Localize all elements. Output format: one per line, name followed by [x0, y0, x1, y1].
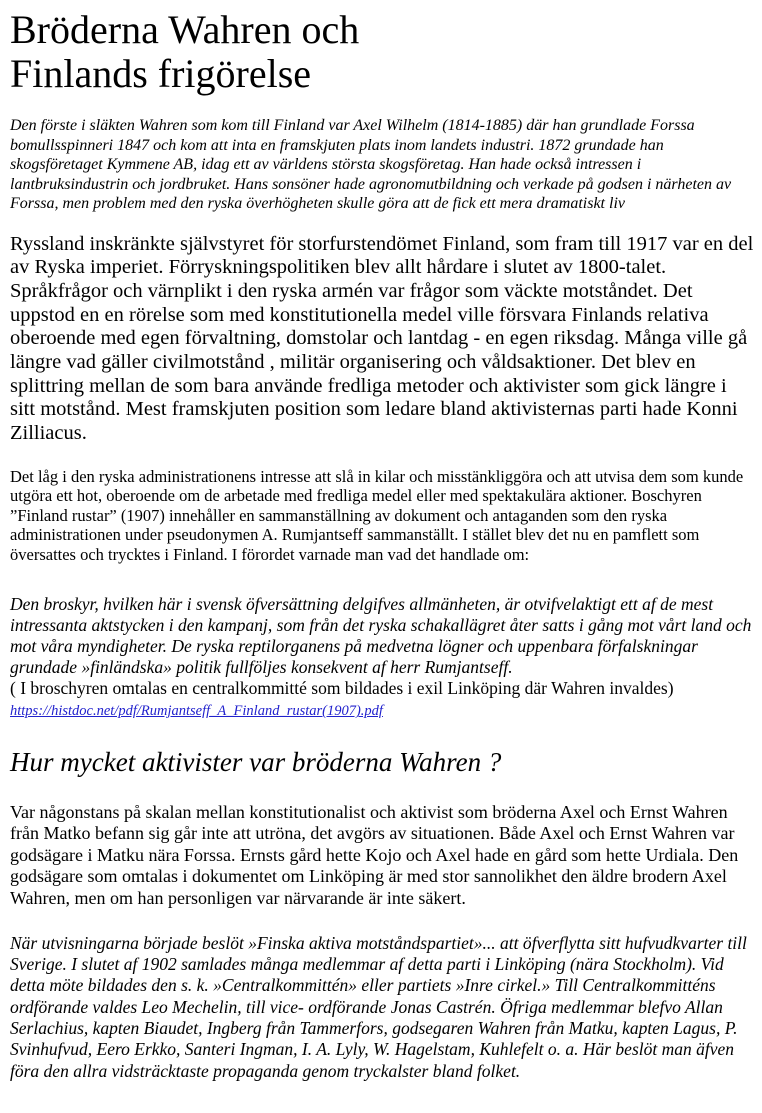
pamphlet-quote: Den broskyr, hvilken här i svensk öfversättning delgifves allmänheten, är otvifvelaktigt ett af de mest intressanta aktstycken i den kampanj, som från det ryska schakallägret åter satts i gång mot vårt land och mot våra myndigheter. De ryska reptilorganens på medvetna lögner och uppenbara förfalskningar grundade »finländska» politik fullföljes konsekvent af herr Rumjantseff.: [10, 594, 752, 678]
page-title-line2: Finlands frigörelse: [10, 51, 312, 96]
quote-note: ( I broschyren omtalas en centralkommitté som bildades i exil Linköping där Wahren invaldes): [10, 678, 674, 699]
intro-paragraph: Den förste i släkten Wahren som kom till Finland var Axel Wilhelm (1814-1885) där han grundlade Forssa bomullsspinneri 1847 och kom att inta en framskjuten plats inom landets industri. 1872 grundade han skogsföretaget Kymmene AB, idag ett av världens största skogsföretag. Han hade också intressen i lantbruksindustrin och jordbruket. Hans sonsöner hade agronomutbildning och verkade på godsen i närheten av Forssa, men problem med den ryska överhögheten skulle göra att de fick ett mera dramatiskt liv: [10, 117, 732, 213]
section-heading: Hur mycket aktivister var bröderna Wahren ?: [10, 747, 502, 778]
pdf-link[interactable]: https://histdoc.net/pdf/Rumjantseff_A_Finland_rustar(1907).pdf: [10, 703, 383, 720]
wahren-brothers-paragraph: Var någonstans på skalan mellan konstitutionalist och aktivist som bröderna Axel och Ernst Wahren från Matko befann sig går inte att utröna, det avgörs av situationen. Både Axel och Ernst Wahren var godsägare i Matku nära Forssa. Ernsts gård hette Kojo och Axel hade en gård som hette Urdiala. Den godsägare som omtalas i dokumentet om Linköping är med stor sannolikhet den äldre brodern Axel Wahren, men om han personligen var närvarande är inte säkert.: [10, 801, 739, 908]
activist-party-paragraph: När utvisningarna började beslöt »Finska aktiva motståndspartiet»... att öfverflytta sitt hufvudkvarter till Sverige. I slutet af 1902 samlades många medlemmar af detta parti i Linköping (nära Stockholm). Vid detta möte bildades den s. k. »Centralkommittén» eller partiets »Inre cirkel.» Till Centralkommitténs ordförande valdes Leo Mechelin, till vice- ordförande Jonas Castrén. Öfriga medlemmar blefvo Allan Serlachius, kapten Biaudet, Ingberg från Tammerfors, godsegaren Wahren från Matku, kapten Lagus, P. Svinhufvud, Eero Erkko, Santeri Ingman, I. A. Lyly, W. Hagelstam, Kuhlefelt o. a. Här beslöt man äfven föra den allra vidsträcktaste propaganda genom tryckalster bland folket.: [10, 932, 747, 1081]
russification-paragraph: Ryssland inskränkte självstyret för storfurstendömet Finland, som fram till 1917 var en del av Ryska imperiet. Förryskningspolitiken blev allt hårdare i slutet av 1800-talet. Språkfrågor och värnplikt i den ryska armén var frågor som väckte motståndet. Det uppstod en en rörelse som med konstitutionella medel ville försvara Finlands relativa oberoende med egen förvaltning, domstolar och lantdag - en egen riksdag. Många ville gå längre vad gäller civilmotstånd , militär organisering och våldsaktioner. Det blev en splittring mellan de som bara använde fredliga metoder och aktivister som gick längre i sitt motstånd. Mest framskjuten position som ledare bland aktivisternas parti hade Konni Zilliacus.: [10, 232, 754, 444]
russian-administration-paragraph: Det låg i den ryska administrationens intresse att slå in kilar och misstänkliggöra och att utvisa dem som kunde utgöra ett hot, oberoende om de arbetade med fredliga medel eller med spektakulära aktioner. Boschyren ”Finland rustar” (1907) innehåller en sammanställning av dokument och antaganden som den ryska administrationen under pseudonymen A. Rumjantseff sammanställt. I stället blev det nu en pamflett som översattes och trycktes i Finland. I förordet varnade man vad det handlade om:: [10, 466, 744, 564]
pdf-link-line: [10, 702, 754, 720]
page-title: [10, 8, 754, 96]
page-title-line1: Bröderna Wahren och: [10, 7, 360, 52]
